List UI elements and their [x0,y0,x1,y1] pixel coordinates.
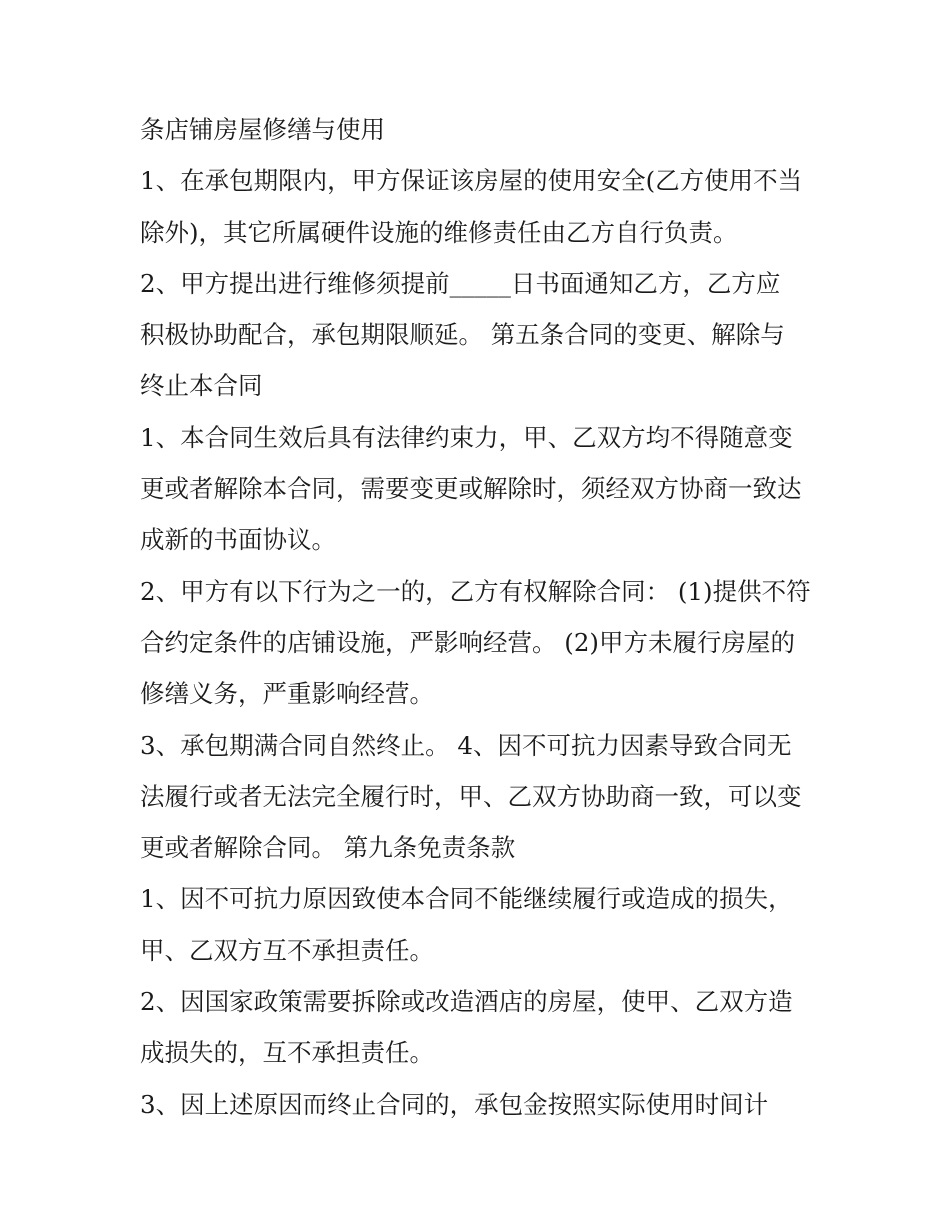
text-line: 1、因不可抗力原因致使本合同不能继续履行或造成的损失， [140,884,793,914]
text-line: 2、因国家政策需要拆除或改造酒店的房屋，使甲、乙双方造 [140,987,793,1017]
text-line: 甲、乙双方互不承担责任。 [140,935,434,965]
text-line: 合约定条件的店铺设施，严影响经营。 (2)甲方未履行房屋的 [140,627,795,657]
text-line: 终止本合同 [140,371,263,401]
text-line: 成新的书面协议。 [140,525,336,555]
text-line: 1、在承包期限内，甲方保证该房屋的使用安全(乙方使用不当 [140,166,803,196]
text-line: 3、承包期满合同自然终止。 4、因不可抗力因素导致合同无 [140,730,792,760]
text-line: 1、本合同生效后具有法律约束力，甲、乙双方均不得随意变 [140,422,793,452]
text-line: 更或者解除合同。 第九条免责条款 [140,833,516,863]
text-line: 修缮义务，严重影响经营。 [140,679,434,709]
text-line: 3、因上述原因而终止合同的，承包金按照实际使用时间计 [140,1089,769,1119]
document-body [140,104,820,1130]
text-line: 2、甲方有以下行为之一的，乙方有权解除合同： (1)提供不符 [140,576,811,606]
text-line: 更或者解除本合同，需要变更或解除时，须经双方协商一致达 [140,474,802,504]
text-line: 除外)，其它所属硬件设施的维修责任由乙方自行负责。 [140,217,738,247]
text-line: 积极协助配合，承包期限顺延。 第五条合同的变更、解除与 [140,320,785,350]
text-line: 2、甲方提出进行维修须提前_____日书面通知乙方，乙方应 [140,268,781,298]
text-line: 成损失的，互不承担责任。 [140,1038,434,1068]
text-line: 法履行或者无法完全履行时，甲、乙双方协助商一致，可以变 [140,781,802,811]
section-heading: 条店铺房屋修缮与使用 [140,115,385,144]
